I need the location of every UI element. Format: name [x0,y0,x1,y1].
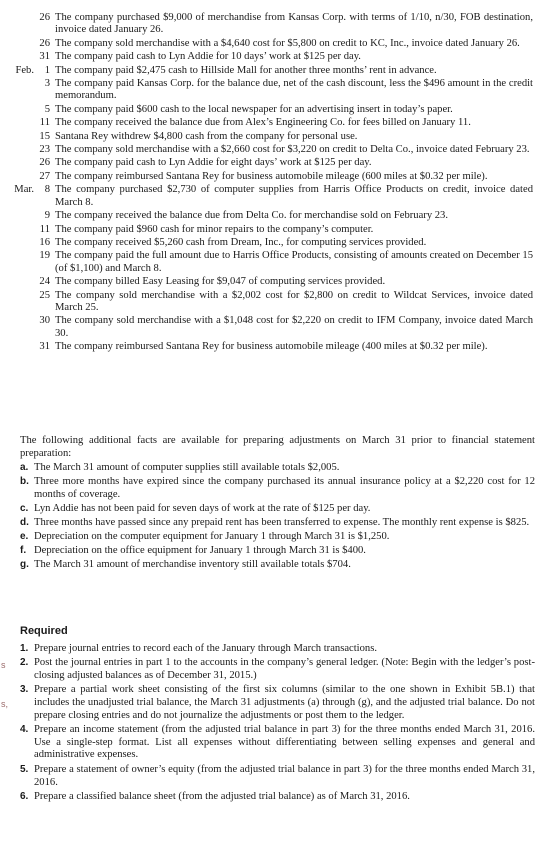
transaction-day: 26 [39,157,50,169]
fact-text: Three months have passed since any prepaid rent has been transferred to expense. The monthly rent expense is $825. [34,517,530,529]
fact-item [20,462,535,475]
required-text: Prepare a partial work sheet consisting of the first six columns (similar to the one shown in Exhibit 5B.1) that includes the unadjusted trial balance, the March 31 adjustments (a) through (g), and the adjusted trial balance. Do not prepare closing entries and do not journalize the adjustments or post them to the ledger. [34,684,535,721]
required-number: 6. [20,791,29,803]
required-number: 3. [20,684,29,696]
transaction-text: The company paid cash to Lyn Addie for 10 days’ work at $125 per day. [55,51,361,63]
transaction-row [0,237,540,249]
transaction-month [0,38,34,50]
transaction-day: 16 [39,236,50,248]
transaction-month [0,51,34,63]
transaction-month [0,171,34,183]
transaction-text: The company received the balance due from Delta Co. for merchandise sold on February 23. [55,210,449,222]
fact-letter: b. [20,476,29,488]
transaction-row [0,38,540,50]
required-item [20,791,535,804]
transaction-day: 27 [39,170,50,182]
transaction-day: 31 [39,51,50,63]
required-number: 5. [20,763,29,775]
transaction-text: The company received the balance due from Alex’s Engineering Co. for fees billed on January 11. [55,117,471,129]
required-number: 4. [20,724,29,736]
transaction-row [0,210,540,222]
required-text: Prepare an income statement (from the adjusted trial balance in part 3) for the three months ended March 31, 2016. Use a single-step format. List all expenses without differentiating between selling expenses and general and administrative expenses. [34,724,535,761]
transaction-text: The company paid Kansas Corp. for the balance due, net of the cash discount, less the $496 amount in the credit memorandum. [55,78,533,102]
fact-item [20,503,535,516]
transaction-month [0,290,34,315]
required-item [20,764,535,789]
transaction-day: 1 [44,64,50,76]
required-item [20,643,535,656]
transaction-text: Santana Rey withdrew $4,800 cash from the company for personal use. [55,130,358,142]
transaction-month [0,78,34,103]
transaction-day: 31 [39,341,50,353]
fact-letter: e. [20,531,29,543]
transaction-text: The company sold merchandise with a $2,002 cost for $2,800 on credit to Wildcat Services, invoice dated March 25. [55,289,533,313]
fact-letter: f. [20,545,27,557]
facts-intro: The following additional facts are available for preparing adjustments on March 31 prior to financial statement preparation: [20,435,535,459]
required-item [20,684,535,722]
fact-letter: c. [20,502,29,514]
transaction-list [0,12,540,355]
fact-text: Depreciation on the computer equipment for January 1 through March 31 is $1,250. [34,531,390,543]
transaction-row [0,276,540,288]
transaction-day: 30 [39,315,50,327]
required-number: 2. [20,657,29,669]
required-number: 1. [20,642,29,654]
transaction-text: The company sold merchandise with a $2,660 cost for $3,220 on credit to Delta Co., invoice dated February 23. [55,144,530,156]
transaction-day: 11 [39,223,50,235]
transaction-row [0,290,540,315]
transaction-text: The company reimbursed Santana Rey for business automobile mileage (600 miles at $0.32 per mile). [55,170,488,182]
transaction-text: The company sold merchandise with a $1,048 cost for $2,220 on credit to IFM Company, invoice dated March 30. [55,315,533,339]
fact-item [20,476,535,501]
transaction-day: 3 [44,78,50,90]
transaction-day: 26 [39,37,50,49]
transaction-month [0,131,34,143]
fact-text: The March 31 amount of computer supplies still available totals $2,005. [34,462,340,474]
required-item [20,724,535,762]
transaction-row [0,171,540,183]
transaction-row [0,131,540,143]
fact-text: Three more months have expired since the company purchased its annual insurance policy at a $2,220 cost for 12 months of coverage. [34,476,535,500]
fact-letter: d. [20,517,29,529]
transaction-row [0,250,540,275]
transaction-month [0,250,34,275]
transaction-text: The company paid $600 cash to the local newspaper for an advertising insert in today’s paper. [55,103,453,115]
fact-letter: g. [20,559,29,571]
transaction-text: The company paid cash to Lyn Addie for eight days’ work at $125 per day. [55,157,372,169]
transaction-row [0,104,540,116]
transaction-month [0,104,34,116]
required-item [20,657,535,682]
transaction-day: 15 [39,130,50,142]
additional-facts [20,435,535,573]
required-text: Prepare a classified balance sheet (from the adjusted trial balance) as of March 31, 2016. [34,791,410,803]
transaction-row [0,144,540,156]
transaction-row [0,12,540,37]
fact-item [20,559,535,572]
transaction-text: The company paid the full amount due to Harris Office Products, consisting of amounts created on December 15 (of $1,100) and March 8. [55,250,533,274]
transaction-row [0,65,540,77]
transaction-day: 24 [39,276,50,288]
transaction-month [0,12,34,37]
transaction-month: Mar. [14,184,34,196]
transaction-row [0,157,540,169]
transaction-month: Feb. [15,64,34,76]
margin-mark: s, [1,699,9,709]
transaction-row [0,315,540,340]
transaction-month [0,117,34,129]
transaction-month [0,341,34,353]
transaction-month [0,224,34,236]
required-text: Prepare journal entries to record each of the January through March transactions. [34,642,377,654]
transaction-day: 11 [39,117,50,129]
fact-letter: a. [20,462,29,474]
fact-item [20,545,535,558]
transaction-day: 9 [44,210,50,222]
transaction-day: 8 [44,184,50,196]
transaction-month [0,144,34,156]
transaction-day: 25 [39,289,50,301]
transaction-text: The company paid $960 cash for minor repairs to the company’s computer. [55,223,374,235]
transaction-day: 26 [39,12,50,23]
transaction-text: The company paid $2,475 cash to Hillside Mall for another three months’ rent in advance. [55,64,437,76]
required-section [20,625,535,806]
transaction-month [0,157,34,169]
transaction-row [0,224,540,236]
transaction-row [0,78,540,103]
transaction-day: 23 [39,144,50,156]
required-text: Prepare a statement of owner’s equity (from the adjusted trial balance in part 3) for the three months ended March 31, 2016. [34,763,535,788]
transaction-month [0,315,34,340]
transaction-month [0,276,34,288]
transaction-text: The company sold merchandise with a $4,640 cost for $5,800 on credit to KC, Inc., invoice dated January 26. [55,37,520,49]
fact-text: Lyn Addie has not been paid for seven days of work at the rate of $125 per day. [34,502,371,514]
required-heading: Required [20,625,68,637]
fact-text: The March 31 amount of merchandise inventory still available totals $704. [34,559,351,571]
transaction-text: The company billed Easy Leasing for $9,047 of computing services provided. [55,276,386,288]
transaction-day: 19 [39,250,50,262]
transaction-text: The company received $5,260 cash from Dream, Inc., for computing services provided. [55,236,427,248]
transaction-row [0,341,540,353]
transaction-text: The company purchased $2,730 of computer supplies from Harris Office Products on credit, invoice dated March 8. [55,184,533,208]
margin-mark: s [1,660,6,670]
transaction-row [0,184,540,209]
transaction-month [0,210,34,222]
fact-item [20,531,535,544]
transaction-row [0,117,540,129]
transaction-day: 5 [44,103,50,115]
transaction-month [0,237,34,249]
transaction-text: The company purchased $9,000 of merchandise from Kansas Corp. with terms of 1/10, n/30, FOB destination, invoice dated January 26. [55,12,533,36]
transaction-row [0,51,540,63]
fact-item [20,517,535,530]
transaction-text: The company reimbursed Santana Rey for business automobile mileage (400 miles at $0.32 per mile). [55,341,488,353]
required-text: Post the journal entries in part 1 to the accounts in the company’s general ledger. (Note: Begin with the ledger’s post-closing adjusted balances as of December 31, 2015.) [34,657,535,681]
fact-text: Depreciation on the office equipment for January 1 through March 31 is $400. [34,545,366,557]
